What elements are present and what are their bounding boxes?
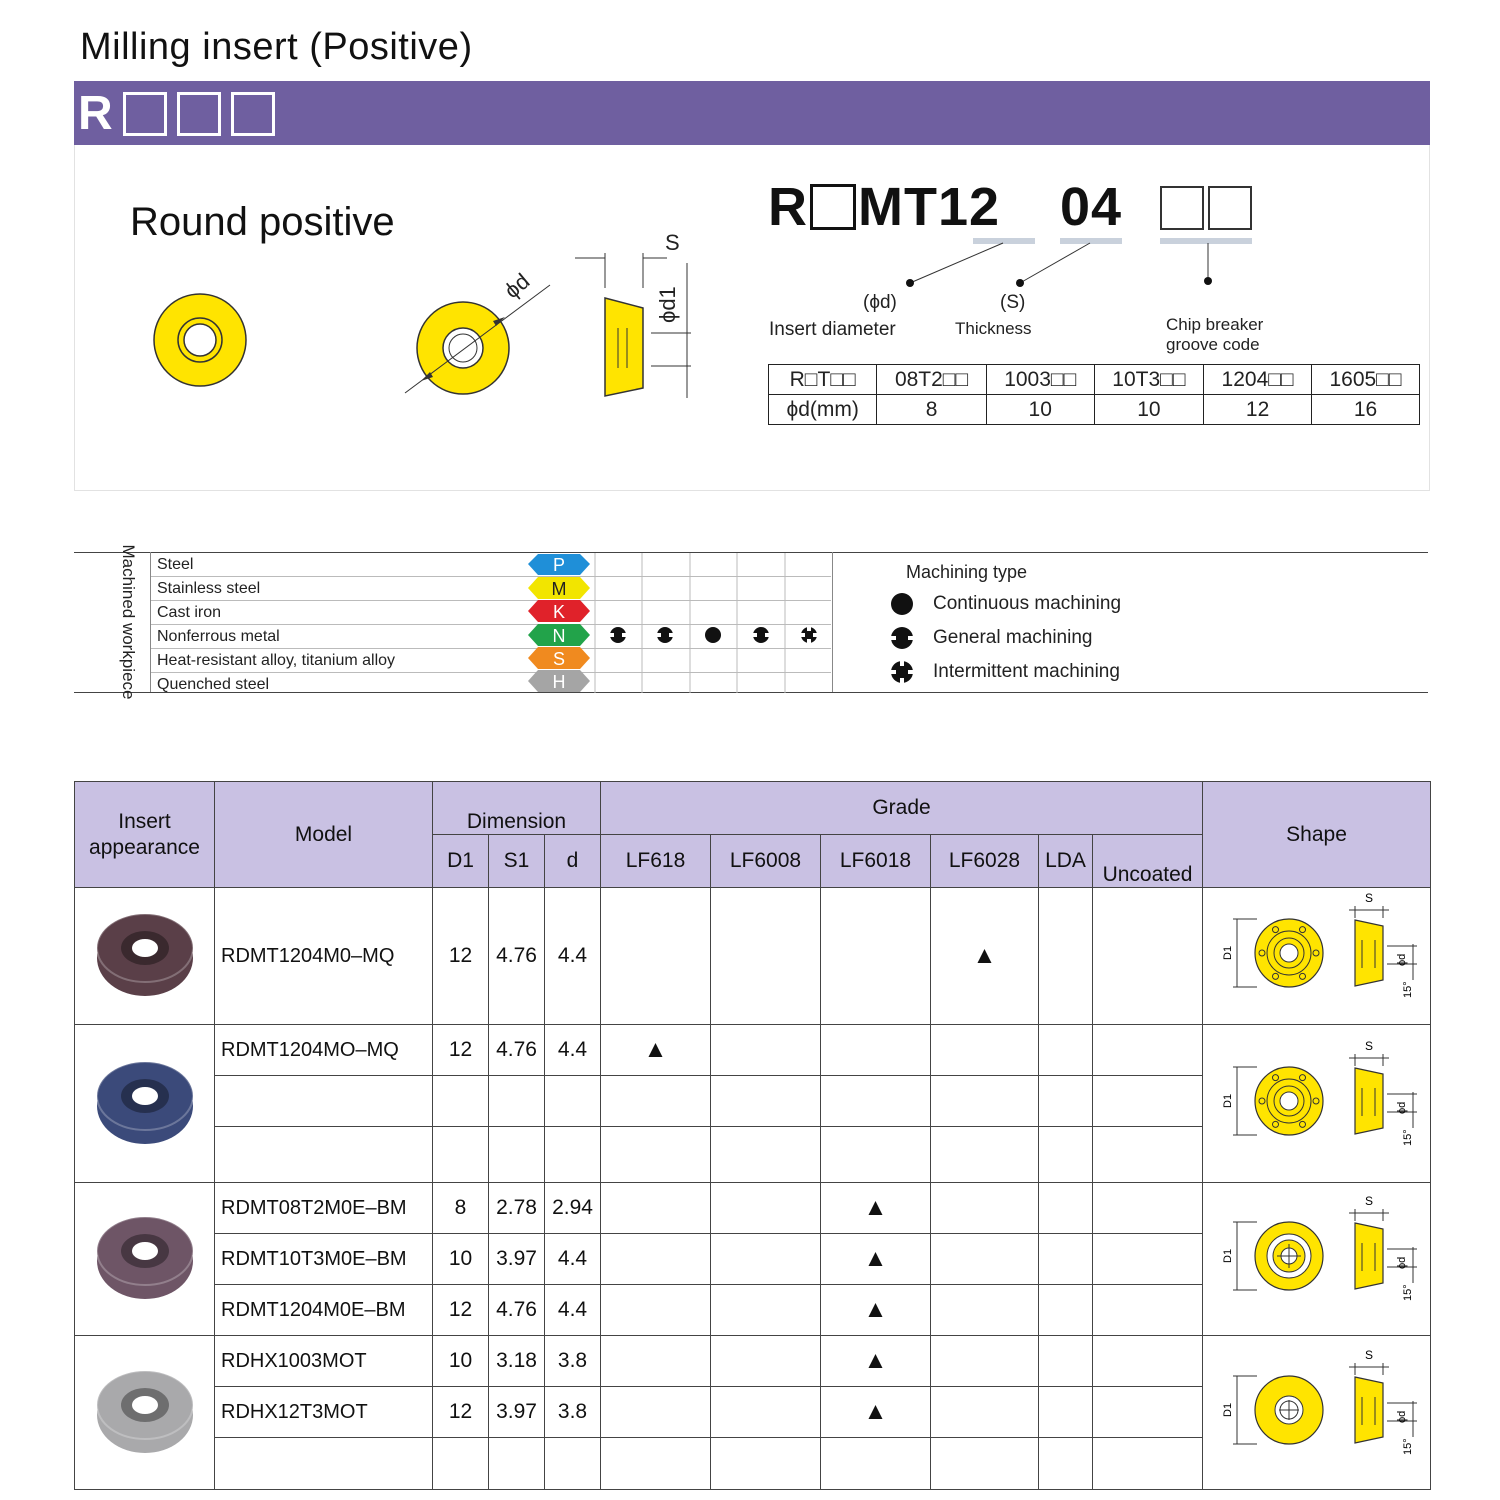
header-d: d (545, 835, 601, 888)
band-code-letter: R (78, 87, 113, 140)
table-cell: 1605□□ (1312, 365, 1420, 395)
table-cell: ϕd(mm) (769, 395, 877, 425)
s1-cell: 4.76 (489, 1285, 545, 1336)
grade-cell (821, 1336, 931, 1387)
band-code-box (123, 92, 167, 136)
table-row (75, 1183, 1431, 1234)
grade-cell (821, 1025, 931, 1076)
legend-label: General machining (933, 627, 1093, 648)
diameter-table-value-row (769, 395, 1420, 425)
table-cell: 16 (1312, 395, 1420, 425)
header-grade-lf618: LF618 (601, 835, 711, 888)
general-machining-mark-icon (752, 627, 770, 643)
grade-cell (1093, 1025, 1203, 1076)
grade-cell (1093, 888, 1203, 1025)
grade-cell (931, 1183, 1039, 1234)
diameter-table-header-row (769, 365, 1420, 395)
table-cell: 8 (877, 395, 986, 425)
product-table-body (75, 888, 1431, 1490)
svg-text:H: H (552, 672, 566, 692)
table-cell: 10T3□□ (1094, 365, 1203, 395)
d1-cell (433, 1438, 489, 1490)
grade-cell (711, 1285, 821, 1336)
shape-s-label: S (1364, 1194, 1373, 1208)
material-tag-s (528, 647, 590, 669)
svg-text:S: S (552, 649, 566, 669)
grade-cell (711, 1183, 821, 1234)
grade-cell (711, 1336, 821, 1387)
d-cell: 4.4 (545, 1025, 601, 1076)
material-tag-grid (525, 553, 835, 693)
d-cell: 3.8 (545, 1336, 601, 1387)
s1-cell: 3.18 (489, 1336, 545, 1387)
grade-cell (711, 1025, 821, 1076)
material-tag-n (528, 624, 590, 646)
table-cell: 10 (1094, 395, 1203, 425)
header-d1: D1 (433, 835, 489, 888)
model-cell: RDMT10T3M0E–BM (215, 1234, 433, 1285)
general-machining-mark-icon (609, 627, 627, 643)
code-thickness: 04 (1060, 177, 1123, 237)
material-tag-h (528, 670, 590, 692)
grade-cell (931, 1025, 1039, 1076)
header-grade: Grade (601, 782, 1203, 835)
material-name: Heat-resistant alloy, titanium alloy (157, 652, 396, 669)
general-machining-icon (890, 626, 918, 650)
grade-cell (601, 1336, 711, 1387)
model-cell (215, 1127, 433, 1183)
insert-photo (90, 1355, 200, 1465)
grade-cell (1039, 1025, 1093, 1076)
shape-phi-d-label: ϕd (1395, 1256, 1408, 1269)
grade-cell (1093, 1336, 1203, 1387)
d1-cell: 12 (433, 1285, 489, 1336)
legend-item (890, 587, 1121, 621)
material-name: Steel (157, 556, 194, 573)
band-code-box (177, 92, 221, 136)
grade-cell (931, 888, 1039, 1025)
d-cell (545, 1127, 601, 1183)
grade-cell (711, 1127, 821, 1183)
insert-photo (90, 898, 200, 1008)
code-leader-lines (900, 240, 1220, 290)
grade-available-mark: ▲ (863, 1398, 888, 1425)
shape-top-view (1255, 1376, 1323, 1444)
legend-item (890, 621, 1121, 655)
round-insert-front-drawing (140, 280, 260, 400)
table-row (75, 1336, 1431, 1387)
grade-cell (1039, 1183, 1093, 1234)
grade-cell (711, 1234, 821, 1285)
table-cell: 10 (986, 395, 1094, 425)
round-insert-dimension-drawing (395, 255, 565, 405)
grade-cell (601, 1183, 711, 1234)
svg-text:M: M (551, 579, 567, 599)
shape-phi-d-label: ϕd (1395, 1410, 1408, 1423)
d-cell: 4.4 (545, 1285, 601, 1336)
grade-cell (821, 1387, 931, 1438)
s1-cell: 3.97 (489, 1234, 545, 1285)
band-code (78, 86, 275, 141)
grade-cell (601, 1438, 711, 1490)
shape-d1-label: D1 (1221, 945, 1234, 960)
s-label: S (665, 230, 680, 255)
header-grade-uncoated: Uncoated (1093, 835, 1203, 888)
d1-cell: 10 (433, 1234, 489, 1285)
grade-cell (931, 1285, 1039, 1336)
material-tag-k (528, 600, 590, 622)
grade-cell (601, 1234, 711, 1285)
grade-cell (1039, 1076, 1093, 1127)
code-box (1160, 186, 1204, 230)
table-cell: 1003□□ (986, 365, 1094, 395)
material-name: Quenched steel (157, 676, 270, 693)
code-box (1208, 186, 1252, 230)
s1-cell (489, 1438, 545, 1490)
intermittent-machining-icon (890, 660, 918, 684)
d-cell: 4.4 (545, 888, 601, 1025)
d-cell: 4.4 (545, 1234, 601, 1285)
shape-cell (1203, 1336, 1431, 1490)
code-mid: MT12 (858, 177, 1001, 237)
shape-phi-d-label: ϕd (1395, 953, 1408, 966)
s1-cell (489, 1076, 545, 1127)
shape-phi-d-label: ϕd (1395, 1101, 1408, 1114)
shape-s-label: S (1364, 1038, 1373, 1053)
grade-cell (601, 1025, 711, 1076)
d1-cell (433, 1076, 489, 1127)
shape-angle-label: 15° (1401, 1437, 1414, 1455)
d1-cell: 12 (433, 1387, 489, 1438)
model-cell: RDMT1204MO–MQ (215, 1025, 433, 1076)
product-table (74, 781, 1431, 1490)
insert-appearance-cell (75, 888, 215, 1025)
grade-cell (1039, 1387, 1093, 1438)
table-row (75, 888, 1431, 1025)
s1-cell (489, 1127, 545, 1183)
d-cell: 2.94 (545, 1183, 601, 1234)
continuous-machining-mark-icon (705, 627, 721, 643)
general-machining-mark-icon (656, 627, 674, 643)
header-model: Model (215, 782, 433, 888)
code-part-label: Insert diameter (769, 319, 896, 340)
grade-cell (1093, 1285, 1203, 1336)
grade-available-mark: ▲ (643, 1036, 668, 1063)
svg-text:K: K (552, 602, 566, 622)
grade-cell (931, 1387, 1039, 1438)
shape-cell (1203, 1025, 1431, 1183)
d-cell (545, 1076, 601, 1127)
grade-cell (711, 1387, 821, 1438)
svg-text:P: P (552, 555, 566, 575)
table-cell: 08T2□□ (877, 365, 986, 395)
d1-cell: 10 (433, 1336, 489, 1387)
material-name: Nonferrous metal (157, 628, 280, 645)
insert-photo (90, 1046, 200, 1156)
d1-cell (433, 1127, 489, 1183)
model-cell: RDMT1204M0E–BM (215, 1285, 433, 1336)
svg-text:N: N (552, 626, 566, 646)
intermittent-machining-mark-icon (800, 626, 818, 644)
grade-cell (1093, 1234, 1203, 1285)
model-cell (215, 1438, 433, 1490)
shape-angle-label: 15° (1401, 981, 1414, 998)
header-grade-lda: LDA (1039, 835, 1093, 888)
grade-cell (1039, 888, 1093, 1025)
header-grade-lf6028: LF6028 (931, 835, 1039, 888)
d1-cell: 8 (433, 1183, 489, 1234)
insert-side-drawing (575, 228, 705, 408)
grade-cell (1093, 1183, 1203, 1234)
grade-cell (1093, 1127, 1203, 1183)
legend-label: Intermittent machining (933, 661, 1120, 682)
code-part-symbol: (ϕd) (863, 292, 897, 313)
header-insert-appearance: Insert appearance (75, 782, 215, 888)
table-row (75, 1025, 1431, 1076)
grade-cell (821, 1438, 931, 1490)
grade-cell (1039, 1127, 1093, 1183)
table-cell: 12 (1204, 395, 1312, 425)
grade-cell (821, 1234, 931, 1285)
code-box (810, 184, 856, 230)
legend-item (890, 655, 1121, 689)
nonferrous-marks (609, 626, 818, 644)
machining-type-title: Machining type (906, 562, 1028, 582)
d1-cell: 12 (433, 888, 489, 1025)
table-cell: R□T□□ (769, 365, 877, 395)
s1-cell: 4.76 (489, 1025, 545, 1076)
grade-cell (601, 1127, 711, 1183)
grade-available-mark: ▲ (863, 1296, 888, 1323)
shape-cell (1203, 888, 1431, 1025)
shape-drawing (1207, 1345, 1427, 1475)
header-s1: S1 (489, 835, 545, 888)
grade-cell (821, 1127, 931, 1183)
grade-available-mark: ▲ (972, 942, 997, 969)
shape-d1-label: D1 (1221, 1093, 1234, 1108)
d1-cell: 12 (433, 1025, 489, 1076)
round-positive-title: Round positive (130, 200, 395, 244)
code-prefix: R (768, 177, 808, 237)
grade-cell (711, 1076, 821, 1127)
grade-cell (821, 1285, 931, 1336)
code-designation (768, 176, 1000, 238)
grade-cell (931, 1076, 1039, 1127)
grade-cell (821, 1076, 931, 1127)
header-dimension: Dimension (433, 782, 601, 835)
code-part-label: Chip breaker groove code (1166, 315, 1264, 354)
header-grade-lf6008: LF6008 (711, 835, 821, 888)
legend-label: Continuous machining (933, 593, 1122, 614)
s1-cell: 2.78 (489, 1183, 545, 1234)
shape-cell (1203, 1183, 1431, 1336)
grade-cell (821, 888, 931, 1025)
grade-cell (601, 1076, 711, 1127)
material-name: Stainless steel (157, 580, 261, 597)
table-cell: 1204□□ (1204, 365, 1312, 395)
s1-cell: 3.97 (489, 1387, 545, 1438)
shape-d1-label: D1 (1221, 1248, 1234, 1263)
shape-top-view (1255, 1222, 1323, 1290)
insert-photo (90, 1201, 200, 1311)
code-part-symbol: (S) (1000, 292, 1026, 313)
table-header-row (75, 782, 1431, 835)
shape-d1-label: D1 (1221, 1402, 1234, 1417)
model-cell: RDMT1204M0–MQ (215, 888, 433, 1025)
machined-workpiece-label: Machined workpiece (119, 544, 138, 700)
grade-cell (931, 1336, 1039, 1387)
shape-angle-label: 15° (1401, 1284, 1414, 1301)
grade-cell (931, 1234, 1039, 1285)
material-tag-m (528, 577, 590, 599)
material-name: Cast iron (157, 604, 222, 621)
grade-cell (1093, 1076, 1203, 1127)
d-cell: 3.8 (545, 1387, 601, 1438)
shape-angle-label: 15° (1401, 1128, 1414, 1146)
shape-top-view (1255, 1067, 1323, 1135)
page-title: Milling insert (Positive) (80, 26, 473, 68)
material-tag-p (528, 554, 590, 575)
grade-cell (821, 1183, 931, 1234)
code-groove-boxes (1160, 186, 1252, 230)
insert-appearance-cell (75, 1025, 215, 1183)
grade-cell (1093, 1387, 1203, 1438)
grade-cell (711, 888, 821, 1025)
grade-cell (601, 1387, 711, 1438)
shape-drawing (1207, 1036, 1427, 1166)
shape-s-label: S (1364, 891, 1373, 905)
grade-cell (1039, 1336, 1093, 1387)
grade-cell (931, 1438, 1039, 1490)
s1-cell: 4.76 (489, 888, 545, 1025)
model-cell: RDHX12T3MOT (215, 1387, 433, 1438)
grade-cell (931, 1127, 1039, 1183)
model-cell (215, 1076, 433, 1127)
shape-top-view (1255, 919, 1323, 987)
shape-drawing (1207, 1191, 1427, 1321)
grade-cell (601, 1285, 711, 1336)
insert-appearance-cell (75, 1336, 215, 1490)
grade-available-mark: ▲ (863, 1245, 888, 1272)
model-cell: RDMT08T2M0E–BM (215, 1183, 433, 1234)
grade-available-mark: ▲ (863, 1347, 888, 1374)
phi-d1-label: ϕd1 (655, 286, 680, 323)
grade-cell (601, 888, 711, 1025)
grade-available-mark: ▲ (863, 1194, 888, 1221)
insert-appearance-cell (75, 1183, 215, 1336)
shape-s-label: S (1364, 1347, 1373, 1362)
machining-type-legend (890, 587, 1121, 689)
shape-drawing (1207, 888, 1427, 1018)
grade-cell (711, 1438, 821, 1490)
phi-d-label: ϕd (499, 268, 535, 304)
band-code-box (231, 92, 275, 136)
code-part-label: Thickness (955, 319, 1032, 338)
grade-cell (1039, 1285, 1093, 1336)
grade-cell (1093, 1438, 1203, 1490)
grade-cell (1039, 1234, 1093, 1285)
diameter-table (768, 364, 1420, 425)
d-cell (545, 1438, 601, 1490)
header-shape: Shape (1203, 782, 1431, 888)
grade-cell (1039, 1438, 1093, 1490)
model-cell: RDHX1003MOT (215, 1336, 433, 1387)
header-band (74, 81, 1430, 145)
header-grade-lf6018: LF6018 (821, 835, 931, 888)
continuous-machining-icon (890, 592, 918, 616)
